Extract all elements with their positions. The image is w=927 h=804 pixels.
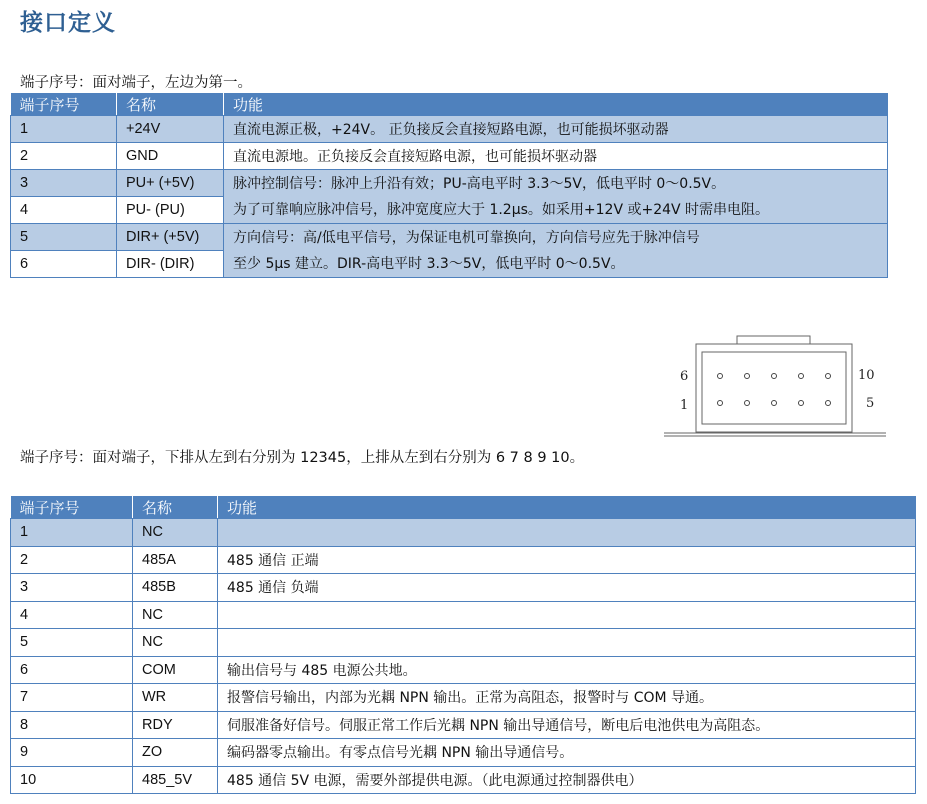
pin-name: GND bbox=[117, 143, 224, 170]
pulse-function-line-1: 脉冲控制信号：脉冲上升沿有效；PU-高电平时 3.3～5V，低电平时 0～0.5V。 bbox=[233, 175, 726, 192]
table-row bbox=[11, 224, 888, 251]
pin-hole bbox=[718, 401, 723, 406]
pin-number: 1 bbox=[11, 116, 117, 143]
pin-number: 4 bbox=[11, 601, 133, 629]
pin-function: 直流电源正极，+24V。 正负接反会直接短路电源，也可能损坏驱动器 bbox=[224, 116, 888, 143]
table-row bbox=[11, 739, 916, 767]
direction-function-line-1: 方向信号：高/低电平信号，为保证电机可靠换向，方向信号应先于脉冲信号 bbox=[233, 229, 700, 246]
pin-hole bbox=[745, 401, 750, 406]
terminal-note-2: 端子序号：面对端子，下排从左到右分别为 12345，上排从左到右分别为 6 7 8 9 10。 bbox=[20, 450, 585, 466]
pin-number: 4 bbox=[11, 197, 117, 224]
pulse-function-line-2: 为了可靠响应脉冲信号，脉冲宽度应大于 1.2µs。如采用+12V 或+24V 时需串电阻。 bbox=[233, 201, 770, 218]
pin-number: 6 bbox=[11, 656, 133, 684]
pin-name: +24V bbox=[117, 116, 224, 143]
header-function: 功能 bbox=[218, 496, 916, 519]
pin-number: 5 bbox=[11, 629, 133, 657]
connector-latch bbox=[737, 336, 810, 344]
pin-name: 485A bbox=[133, 546, 218, 574]
pin-function: 485 通信 5V 电源，需要外部提供电源。（此电源通过控制器供电） bbox=[218, 766, 916, 794]
pin-number: 2 bbox=[11, 143, 117, 170]
pin-name: NC bbox=[133, 601, 218, 629]
pin-label-10: 10 bbox=[858, 368, 875, 383]
table-row bbox=[11, 574, 916, 602]
pin-function bbox=[218, 601, 916, 629]
pin-hole bbox=[772, 401, 777, 406]
table-row bbox=[11, 684, 916, 712]
header-pin: 端子序号 bbox=[11, 93, 117, 116]
pin-name: DIR- (DIR) bbox=[117, 251, 224, 278]
pin-number: 3 bbox=[11, 574, 133, 602]
pin-number: 5 bbox=[11, 224, 117, 251]
pin-hole bbox=[772, 374, 777, 379]
pin-hole bbox=[826, 401, 831, 406]
pin-hole bbox=[799, 401, 804, 406]
pin-number: 3 bbox=[11, 170, 117, 197]
pin-name: PU- (PU) bbox=[117, 197, 224, 224]
table-row bbox=[11, 170, 888, 197]
pin-name: 485_5V bbox=[133, 766, 218, 794]
pin-function: 伺服准备好信号。伺服正常工作后光耦 NPN 输出导通信号，断电后电池供电为高阻态。 bbox=[218, 711, 916, 739]
table-row bbox=[11, 546, 916, 574]
direction-function bbox=[224, 224, 888, 278]
table-row bbox=[11, 519, 916, 547]
connector-diagram bbox=[664, 330, 889, 450]
power-signal-terminal-table bbox=[10, 93, 888, 278]
pin-name: NC bbox=[133, 629, 218, 657]
pin-hole bbox=[718, 374, 723, 379]
pulse-function bbox=[224, 170, 888, 224]
pin-hole bbox=[745, 374, 750, 379]
header-name: 名称 bbox=[117, 93, 224, 116]
table-row bbox=[11, 143, 888, 170]
pin-function: 报警信号输出，内部为光耦 NPN 输出。正常为高阻态，报警时与 COM 导通。 bbox=[218, 684, 916, 712]
pin-name: NC bbox=[133, 519, 218, 547]
pin-number: 10 bbox=[11, 766, 133, 794]
pin-label-1: 1 bbox=[680, 398, 689, 413]
pin-number: 6 bbox=[11, 251, 117, 278]
pin-hole bbox=[826, 374, 831, 379]
connector-housing bbox=[696, 344, 852, 432]
pin-name: ZO bbox=[133, 739, 218, 767]
connector-inner-frame bbox=[702, 352, 846, 424]
pin-number: 8 bbox=[11, 711, 133, 739]
pin-function: 直流电源地。正负接反会直接短路电源，也可能损坏驱动器 bbox=[224, 143, 888, 170]
pin-function: 编码器零点输出。有零点信号光耦 NPN 输出导通信号。 bbox=[218, 739, 916, 767]
pin-name: 485B bbox=[133, 574, 218, 602]
pin-function: 485 通信 负端 bbox=[218, 574, 916, 602]
pin-hole bbox=[799, 374, 804, 379]
table-row bbox=[11, 711, 916, 739]
pin-number: 7 bbox=[11, 684, 133, 712]
pin-function bbox=[218, 629, 916, 657]
table-row bbox=[11, 656, 916, 684]
pin-name: PU+ (+5V) bbox=[117, 170, 224, 197]
header-pin: 端子序号 bbox=[11, 496, 133, 519]
pin-function bbox=[218, 519, 916, 547]
pin-function: 输出信号与 485 电源公共地。 bbox=[218, 656, 916, 684]
pin-function: 485 通信 正端 bbox=[218, 546, 916, 574]
communication-terminal-table bbox=[10, 496, 916, 794]
pin-name: COM bbox=[133, 656, 218, 684]
pin-number: 9 bbox=[11, 739, 133, 767]
pin-name: RDY bbox=[133, 711, 218, 739]
pin-number: 1 bbox=[11, 519, 133, 547]
header-function: 功能 bbox=[224, 93, 888, 116]
pin-name: WR bbox=[133, 684, 218, 712]
table-row bbox=[11, 766, 916, 794]
table-header-row bbox=[11, 496, 916, 519]
pin-name: DIR+ (+5V) bbox=[117, 224, 224, 251]
header-name: 名称 bbox=[133, 496, 218, 519]
pin-number: 2 bbox=[11, 546, 133, 574]
page-title: 接口定义 bbox=[20, 10, 116, 36]
pin-label-5: 5 bbox=[866, 396, 875, 411]
terminal-note-1: 端子序号：面对端子，左边为第一。 bbox=[20, 75, 252, 91]
table-row bbox=[11, 629, 916, 657]
table-header-row bbox=[11, 93, 888, 116]
table-row bbox=[11, 601, 916, 629]
pin-label-6: 6 bbox=[680, 369, 689, 384]
table-row bbox=[11, 116, 888, 143]
direction-function-line-2: 至少 5µs 建立。DIR-高电平时 3.3～5V，低电平时 0～0.5V。 bbox=[233, 255, 625, 272]
